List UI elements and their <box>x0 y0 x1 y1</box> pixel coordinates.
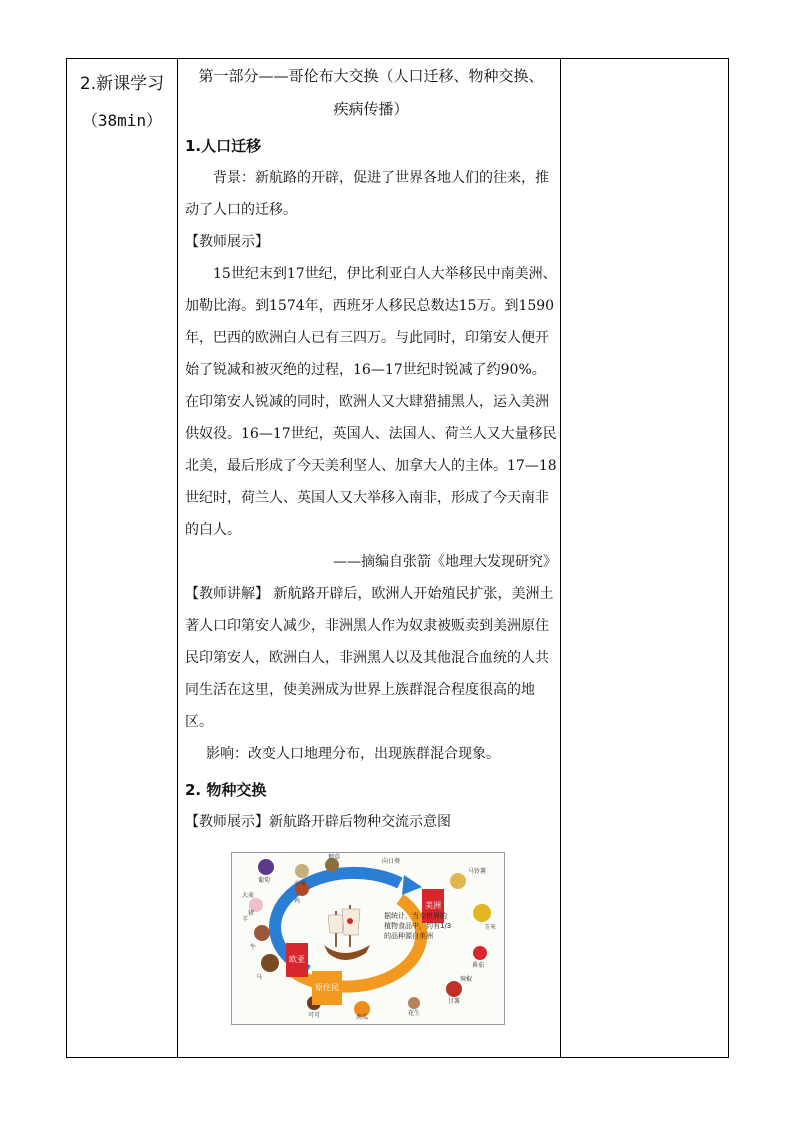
cow-icon <box>254 925 270 941</box>
lesson-plan-table <box>66 58 729 1058</box>
step-name: 2.新课学习 <box>79 74 165 94</box>
label-potato: 马铃薯 <box>468 868 487 875</box>
tag-america: 美洲 <box>422 889 444 923</box>
quote-source: ——摘编自张箭《地理大发现研究》 <box>333 554 557 570</box>
teacher-show-label-2: 【教师展示】 <box>185 814 269 830</box>
figure-caption-text: 新航路开辟后物种交流示意图 <box>269 814 451 830</box>
figure-caption <box>185 806 557 838</box>
diagram-note: 据统计，当今世界的植物食品中，约有1/3的品种源自美洲 <box>384 912 452 940</box>
impact-text: 影响：改变人口地理分布，出现族群混合现象。 <box>206 746 500 762</box>
heading-species-exchange: 2. 物种交换 <box>185 781 267 799</box>
column-divider-1 <box>177 59 178 1057</box>
ship-icon <box>324 905 370 960</box>
label-sheep: 羊 <box>242 916 249 923</box>
potato-icon <box>450 873 466 889</box>
section-title <box>185 60 557 126</box>
column-divider-2 <box>560 59 561 1057</box>
step-duration: （38min） <box>81 111 163 130</box>
label-pig: 猪 <box>248 910 255 917</box>
teacher-explain-paragraph <box>185 578 557 738</box>
species-exchange-diagram <box>231 852 505 1025</box>
label-grape: 葡萄 <box>258 877 271 884</box>
background-text: 背景：新航路的开辟，促进了世界各地人们的往来，推动了人口的迁移。 <box>185 170 549 218</box>
label-cow: 牛 <box>250 944 257 951</box>
peanut-icon <box>408 997 420 1009</box>
wheat-icon <box>295 864 309 878</box>
pepper-icon <box>446 981 462 997</box>
label-pepper: 辣椒 <box>460 976 473 983</box>
label-peanut: 花生 <box>408 1010 421 1017</box>
label-barley: 大麦 <box>242 892 255 899</box>
section-title-line2: 疾病传播） <box>333 100 409 118</box>
teacher-show-label: 【教师展示】 <box>185 234 269 250</box>
section-title-line1: 第一部分——哥伦布大交换（人口迁移、物种交换、 <box>198 67 544 85</box>
teacher-explain-text: 新航路开辟后，欧洲人开始殖民扩张，美洲土著人口印第安人减少，非洲黑人作为奴隶被贩卖到美洲原住民印第安人，欧洲白人，非洲黑人以及其他混合血统的人共同生活在这里，使美洲成为世界上族群混合程度很高的地区。 <box>185 586 554 730</box>
label-tomato: 番茄 <box>472 962 485 969</box>
label-cacao: 可可 <box>308 1012 321 1019</box>
heading-population-migration: 1.人口迁移 <box>185 137 262 155</box>
label-corn: 玉米 <box>484 924 497 931</box>
label-chicken: 鸡 <box>294 898 301 905</box>
content-column <box>185 59 557 1025</box>
corn-icon <box>473 904 491 922</box>
grape-icon <box>258 859 274 875</box>
label-sweet-potato: 甘薯 <box>448 998 461 1005</box>
teacher-explain-label: 【教师讲解】 <box>185 586 269 602</box>
quote-text: 15世纪末到17世纪，伊比利亚白人大举移民中南美洲、加勒比海。到1574年，西班牙人移民总数达15万。到1590年，巴西的欧洲白人已有三四万。与此同时，印第安人便开始了锐减和被灭绝的过程，16—17世纪时锐减了约90%。在印第安人锐减的同时，欧洲人又大肆猎捕黑人，运入美洲供奴役。16—17世纪，英国人、法国人、荷兰人又大量移民北美，最后形成了今天美利坚人、加拿大人的主体。17—18世纪时，荷兰人、英国人又大举移入南非，形成了今天南非的白人。 <box>185 266 557 538</box>
exchange-cycle-graphic <box>232 853 504 1024</box>
label-sunflower: 向日葵 <box>382 858 401 865</box>
step-column <box>67 59 177 131</box>
tomato-icon <box>473 946 487 960</box>
label-tobacco: 烟草 <box>328 854 341 861</box>
label-horse: 马 <box>256 974 263 981</box>
tag-eurasia: 欧亚 <box>286 943 308 977</box>
label-wheat: 小麦 <box>294 880 307 887</box>
horse-icon <box>261 954 279 972</box>
label-pumpkin: 南瓜 <box>356 1014 369 1021</box>
blue-arrow-head <box>402 875 422 895</box>
tag-natives: 原住民 <box>312 971 342 1005</box>
